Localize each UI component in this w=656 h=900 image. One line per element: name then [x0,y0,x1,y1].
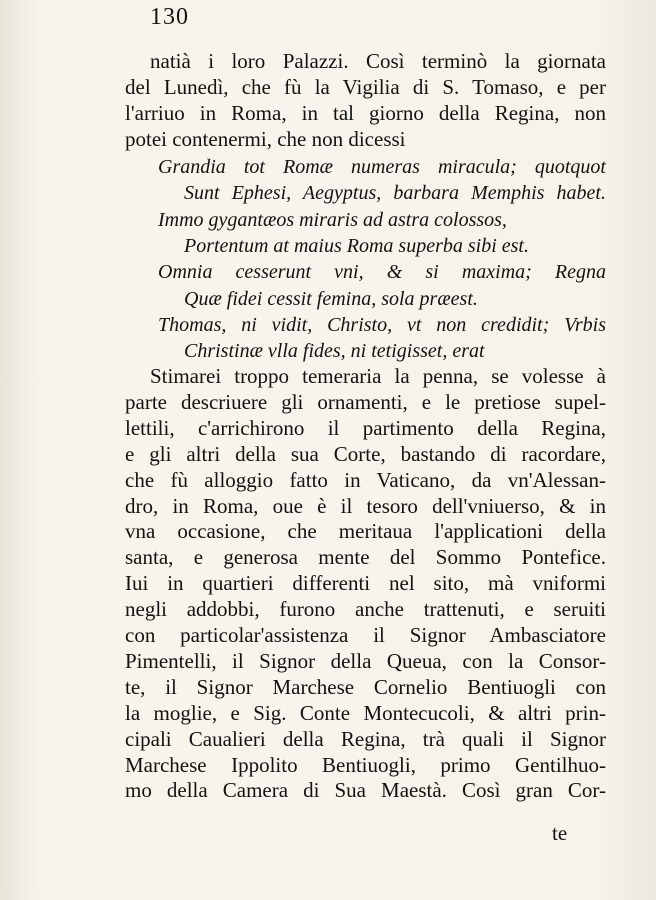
verse-line: Grandia tot Romæ numeras miracula; quotquot [158,156,606,178]
text-line: mo della Camera di Sua Maestà. Così gran Cor- [125,778,606,803]
text-line: del Lunedì, che fù la Vigilia di S. Tomaso, e per [125,75,606,99]
text-line: lettili, c'arrichirono il partimento della Regina, [125,415,606,440]
verse-line: Christinæ vlla fides, ni tetigisset, erat [184,340,485,363]
verse-line: Quæ fidei cessit femina, sola præest. [184,287,478,310]
verse-line: Portentum at maius Roma superba sibi est. [184,234,529,257]
catchword: te [552,821,568,845]
text-line: potei contenermi, che non dicessi [125,127,406,151]
verse-line: Omnia cesserunt vni, & si maxima; Regna [158,261,606,284]
text-line: te, il Signor Marchese Cornelio Bentiuogli con [125,674,606,699]
text-line: Stimarei troppo temeraria la penna, se volesse à [150,364,606,388]
text-line: vna occasione, che meritaua l'applicationi della [125,519,606,544]
text-line: l'arriuo in Roma, in tal giorno della Regina, non [125,101,606,125]
text-line: natià i loro Palazzi. Così terminò la giornata [150,49,606,73]
verse-line: Sunt Ephesi, Aegyptus, barbara Memphis habet. [184,182,606,205]
text-line: e gli altri della sua Corte, bastando di racordare, [125,441,606,466]
text-line: santa, e generosa mente del Sommo Pontefice. [125,545,606,570]
text-line: dro, in Roma, oue è il tesoro dell'vniuerso, & in [125,493,606,518]
text-line: con particolar'assistenza il Signor Ambasciatore [125,623,606,647]
text-line: Iui in quartieri differenti nel sito, mà vniformi [125,571,606,596]
text-line: Marchese Ippolito Bentiuogli, primo Gentilhuo- [125,752,606,777]
text-line: parte descriuere gli ornamenti, e le pretiose supel- [125,389,606,414]
text-line: la moglie, e Sig. Conte Montecucoli, & altri prin- [125,700,606,725]
page-number: 130 [150,4,189,30]
verse-line: Immo gygantæos miraris ad astra colossos, [158,208,507,231]
text-line: cipali Caualieri della Regina, trà quali il Signor [125,726,606,751]
text-line: che fù alloggio fatto in Vaticano, da vn'Alessan- [125,467,606,492]
text-line: negli addobbi, furono anche trattenuti, e seruiti [125,597,606,622]
verse-line: Thomas, ni vidit, Christo, vt non credidit; Vrbis [158,313,606,336]
text-line: Pimentelli, il Signor della Queua, con la Consor- [125,648,606,673]
